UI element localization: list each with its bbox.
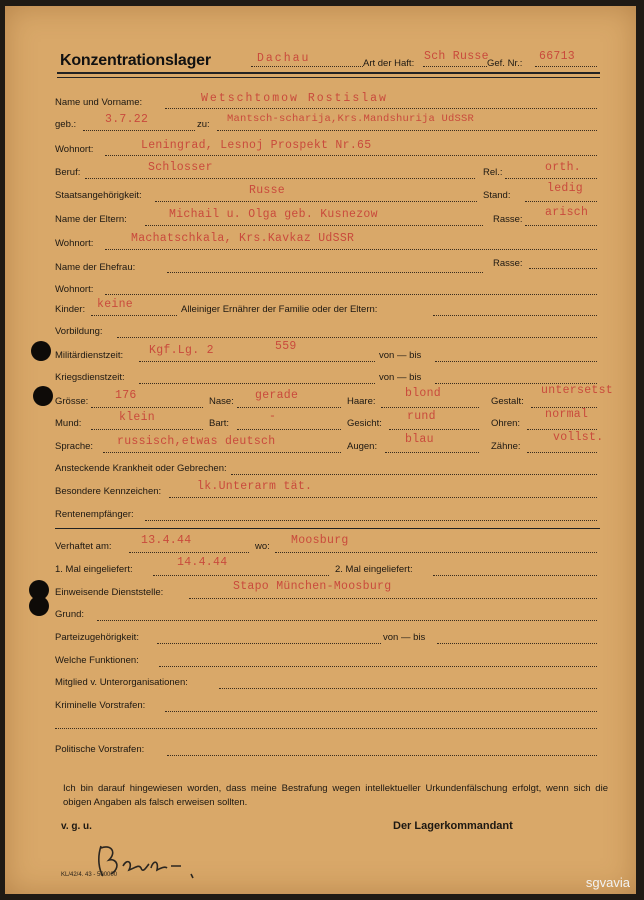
kennzeichen-label: Besondere Kennzeichen:	[55, 486, 162, 497]
funktionen-label: Welche Funktionen:	[55, 655, 139, 666]
ohren-label: Ohren:	[491, 418, 521, 429]
mal1-line	[153, 575, 329, 576]
punch-hole	[33, 386, 53, 406]
verhaftet-label: Verhaftet am:	[55, 541, 112, 552]
krankheit-line	[231, 474, 597, 475]
nase-value: gerade	[255, 389, 299, 402]
groesse-value: 176	[115, 389, 137, 402]
eltern-label: Name der Eltern:	[55, 214, 127, 225]
sprache-label: Sprache:	[55, 441, 94, 452]
militaer-label: Militärdienstzeit:	[55, 350, 124, 361]
camp-name: Dachau	[257, 52, 311, 65]
augen-value: blau	[405, 433, 434, 446]
mund-line	[91, 429, 203, 430]
ehefrau-line	[167, 272, 483, 273]
dienststelle-line	[189, 598, 597, 599]
ohren-value: normal	[545, 408, 589, 421]
beruf-line	[85, 178, 475, 179]
zu-label: zu:	[197, 119, 210, 130]
mund-value: klein	[119, 411, 156, 424]
wohnort-value: Leningrad, Lesnoj Prospekt Nr.65	[141, 139, 372, 152]
commandant-label: Der Lagerkommandant	[393, 820, 513, 832]
partei-label: Parteizugehörigkeit:	[55, 632, 139, 643]
zaehne-line	[527, 452, 597, 453]
dienststelle-value: Stapo München-Moosburg	[233, 580, 392, 593]
partei-line-2	[437, 643, 597, 644]
eltern-value: Michail u. Olga geb. Kusnezow	[169, 208, 378, 221]
rel-value: orth.	[545, 161, 582, 174]
krankheit-label: Ansteckende Krankheit oder Gebrechen:	[55, 463, 227, 474]
geb-value: 3.7.22	[105, 113, 149, 126]
politisch-label: Politische Vorstrafen:	[55, 744, 145, 755]
grund-line	[97, 620, 597, 621]
bart-line	[237, 429, 341, 430]
augen-label: Augen:	[347, 441, 378, 452]
wohnort-eltern-line	[105, 249, 597, 250]
section-rule	[55, 528, 600, 529]
rasse2-label: Rasse:	[493, 258, 523, 269]
stand-value: ledig	[547, 182, 584, 195]
sprache-line	[103, 452, 341, 453]
nase-line	[237, 407, 341, 408]
name-value: Wetschtomow Rostislaw	[201, 92, 388, 105]
dienststelle-label: Einweisende Dienststelle:	[55, 587, 164, 598]
krieg-label: Kriegsdienstzeit:	[55, 372, 125, 383]
militaer-number: 559	[275, 340, 297, 353]
haft-line	[423, 66, 487, 67]
mund-label: Mund:	[55, 418, 82, 429]
wohnort-eltern-value: Machatschkala, Krs.Kavkaz UdSSR	[131, 232, 355, 245]
zu-value: Mantsch-scharija,Krs.Mandshurija UdSSR	[227, 113, 475, 125]
wo-label: wo:	[255, 541, 270, 552]
declaration-text: Ich bin darauf hingewiesen worden, dass meine Bestrafung wegen intellektueller Urkundenfälschung erfolgt, wenn sich die obigen Angaben als falsch erweisen sollten.	[63, 783, 608, 808]
title-rule	[57, 72, 600, 74]
haare-line	[381, 407, 479, 408]
gestalt-label: Gestalt:	[491, 396, 524, 407]
punch-hole	[31, 341, 51, 361]
funktionen-line	[159, 666, 597, 667]
partei-line	[157, 643, 381, 644]
groesse-line	[91, 407, 203, 408]
augen-line	[385, 452, 479, 453]
eltern-line	[145, 225, 483, 226]
gef-label: Gef. Nr.:	[487, 58, 523, 69]
gesicht-line	[389, 429, 479, 430]
gef-line	[535, 66, 597, 67]
gef-number: 66713	[539, 50, 576, 63]
rente-line	[145, 520, 597, 521]
bart-value: -	[269, 410, 277, 423]
haare-label: Haare:	[347, 396, 376, 407]
ehefrau-label: Name der Ehefrau:	[55, 262, 136, 273]
wo-value: Moosburg	[291, 534, 349, 547]
wohnort-label: Wohnort:	[55, 144, 94, 155]
wohnort-line	[105, 155, 597, 156]
form-code: KL/42/4. 43 - 500000	[61, 872, 118, 878]
rente-label: Rentenempfänger:	[55, 509, 134, 520]
partei-von-bis: von — bis	[383, 632, 426, 643]
gesicht-label: Gesicht:	[347, 418, 382, 429]
staat-line	[155, 201, 477, 202]
beruf-value: Schlosser	[148, 161, 213, 174]
title-rule-thin	[57, 77, 600, 78]
rel-label: Rel.:	[483, 167, 503, 178]
mal2-label: 2. Mal eingeliefert:	[335, 564, 413, 575]
groesse-label: Grösse:	[55, 396, 89, 407]
militaer-von-bis: von — bis	[379, 350, 422, 361]
haft-label: Art der Haft:	[363, 58, 415, 69]
ohren-line	[527, 429, 597, 430]
ernaehrer-line	[433, 315, 597, 316]
geb-label: geb.:	[55, 119, 77, 130]
bart-label: Bart:	[209, 418, 230, 429]
geb-line	[83, 130, 195, 131]
verhaftet-line	[129, 552, 249, 553]
kinder-label: Kinder:	[55, 304, 86, 315]
stand-label: Stand:	[483, 190, 511, 201]
politisch-line	[167, 755, 597, 756]
verhaftet-value: 13.4.44	[141, 534, 192, 547]
ernaehrer-label: Alleiniger Ernährer der Familie oder der Eltern:	[181, 304, 378, 315]
staat-label: Staatsangehörigkeit:	[55, 190, 142, 201]
gestalt-value: untersetst	[541, 384, 614, 397]
kennzeichen-value: lk.Unterarm tät.	[197, 480, 313, 493]
watermark: sgvavia	[585, 875, 630, 890]
sprache-value: russisch,etwas deutsch	[117, 435, 276, 448]
zu-line	[217, 130, 597, 131]
punch-hole	[29, 596, 49, 616]
rasse2-line	[529, 268, 597, 269]
mitglied-label: Mitglied v. Unterorganisationen:	[55, 677, 188, 688]
name-line	[165, 108, 597, 109]
militaer-line	[139, 361, 375, 362]
vorbildung-label: Vorbildung:	[55, 326, 103, 337]
kriminell-line-2	[55, 728, 597, 729]
kennzeichen-line	[169, 497, 597, 498]
kriminell-label: Kriminelle Vorstrafen:	[55, 700, 146, 711]
camp-line	[251, 66, 363, 67]
name-label: Name und Vorname:	[55, 97, 143, 108]
staat-value: Russe	[249, 184, 286, 197]
mal1-label: 1. Mal eingeliefert:	[55, 564, 133, 575]
nase-label: Nase:	[209, 396, 234, 407]
kriminell-line	[165, 711, 597, 712]
wohnort-eltern-label: Wohnort:	[55, 238, 94, 249]
rasse-line	[525, 225, 597, 226]
rasse-label: Rasse:	[493, 214, 523, 225]
mal2-line	[433, 575, 597, 576]
vorbildung-line	[117, 337, 597, 338]
vgu-label: v. g. u.	[61, 821, 92, 832]
wohnort-ehefrau-line	[105, 294, 597, 295]
krieg-von-bis: von — bis	[379, 372, 422, 383]
kinder-line	[91, 315, 177, 316]
rel-line	[505, 178, 597, 179]
grund-label: Grund:	[55, 609, 85, 620]
prisoner-registration-card	[5, 6, 636, 894]
rasse-value: arisch	[545, 206, 589, 219]
krieg-line	[139, 383, 375, 384]
mitglied-line	[219, 688, 597, 689]
beruf-label: Beruf:	[55, 167, 81, 178]
mal1-value: 14.4.44	[177, 556, 228, 569]
wohnort-ehefrau-label: Wohnort:	[55, 284, 94, 295]
haare-value: blond	[405, 387, 442, 400]
kinder-value: keine	[97, 298, 134, 311]
document-title: Konzentrationslager	[60, 52, 211, 69]
gesicht-value: rund	[407, 410, 436, 423]
militaer-line-2	[435, 361, 597, 362]
zaehne-value: vollst.	[553, 431, 604, 444]
militaer-value: Kgf.Lg. 2	[149, 344, 214, 357]
wo-line	[275, 552, 597, 553]
haft-value: Sch Russe	[424, 50, 489, 63]
zaehne-label: Zähne:	[491, 441, 521, 452]
stand-line	[525, 201, 597, 202]
